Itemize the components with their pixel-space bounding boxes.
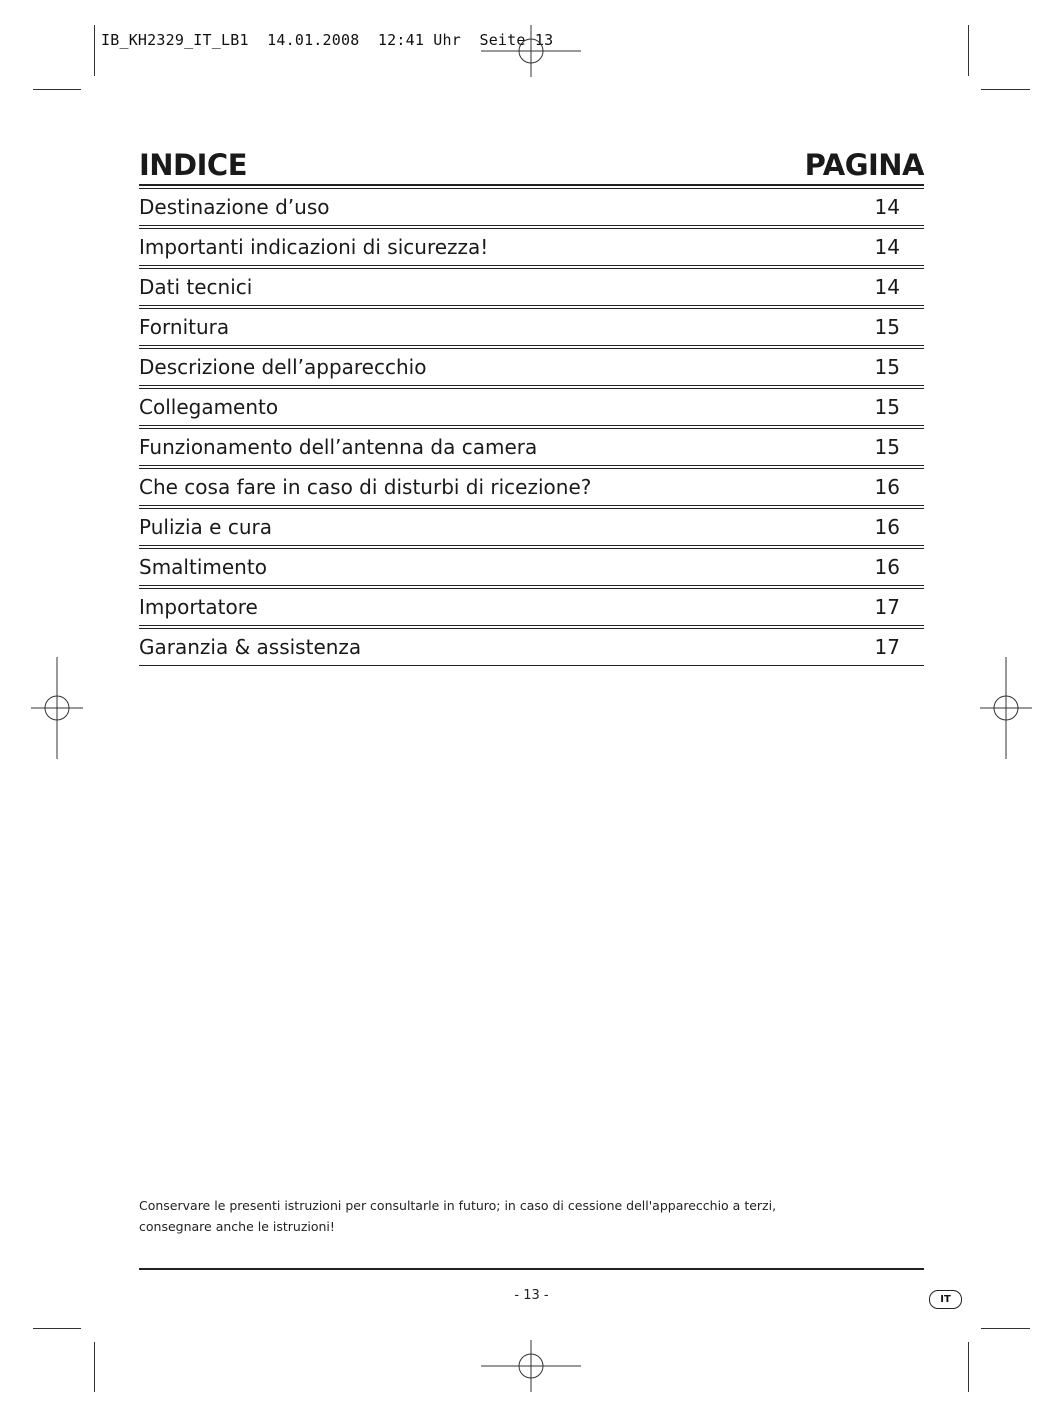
footer-divider [139,1268,924,1270]
language-badge: IT [929,1290,962,1309]
note-line: Conservare le presenti istruzioni per consultarle in futuro; in caso di cessione dell'apparecchio a terzi, [139,1198,777,1213]
toc-entry-page: 15 [874,315,900,339]
keep-instructions-note [139,1195,859,1237]
toc-entry-title: Garanzia & assistenza [139,635,362,659]
toc-entry[interactable] [139,588,924,626]
toc-entry-page: 17 [874,595,900,619]
toc-entry-page: 15 [874,355,900,379]
toc-entry[interactable] [139,308,924,346]
note-line: consegnare anche le istruzioni! [139,1219,335,1234]
toc-entry-page: 15 [874,395,900,419]
crop-mark [981,89,1030,90]
toc-entry[interactable] [139,548,924,586]
crop-mark [94,1342,95,1392]
toc-entry-page: 16 [874,555,900,579]
toc-entry-page: 17 [874,635,900,659]
registration-mark-right-icon [980,657,1032,759]
toc-entry-title: Collegamento [139,395,279,419]
crop-mark [968,25,969,76]
toc-entry[interactable] [139,388,924,426]
crop-mark [981,1328,1030,1329]
table-of-contents [139,146,924,666]
crop-mark [968,1342,969,1392]
toc-entry-title: Importatore [139,595,258,619]
registration-mark-bottom-icon [481,1340,581,1392]
registration-mark-left-icon [31,657,83,759]
toc-entry-title: Smaltimento [139,555,267,579]
toc-entry[interactable] [139,228,924,266]
toc-entry-page: 14 [874,235,900,259]
toc-entry[interactable] [139,508,924,546]
toc-heading-index: INDICE [139,148,248,182]
toc-entry-page: 16 [874,515,900,539]
toc-header [139,146,924,186]
toc-entry-title: Pulizia e cura [139,515,272,539]
toc-entry-page: 15 [874,435,900,459]
toc-entry-title: Funzionamento dell’antenna da camera [139,435,538,459]
toc-entry[interactable] [139,428,924,466]
toc-entry-title: Importanti indicazioni di sicurezza! [139,235,489,259]
toc-entry-title: Fornitura [139,315,230,339]
toc-heading-page: PAGINA [804,148,924,182]
crop-mark [33,1328,81,1329]
toc-entry-page: 16 [874,475,900,499]
registration-mark-top-icon [481,25,581,77]
toc-entry[interactable] [139,468,924,506]
toc-entry[interactable] [139,628,924,666]
toc-entry-page: 14 [874,275,900,299]
page-number: - 13 - [514,1288,549,1303]
toc-entry-title: Che cosa fare in caso di disturbi di ricezione? [139,475,592,499]
crop-mark [94,25,95,76]
print-slug: IB_KH2329_IT_LB1 14.01.2008 12:41 Uhr Seite 13 [101,31,554,49]
toc-entry[interactable] [139,268,924,306]
crop-mark [33,89,81,90]
toc-entry-title: Destinazione d’uso [139,195,330,219]
toc-entry[interactable] [139,188,924,226]
toc-entry[interactable] [139,348,924,386]
toc-entry-page: 14 [874,195,900,219]
toc-entry-title: Descrizione dell’apparecchio [139,355,427,379]
toc-entry-title: Dati tecnici [139,275,253,299]
